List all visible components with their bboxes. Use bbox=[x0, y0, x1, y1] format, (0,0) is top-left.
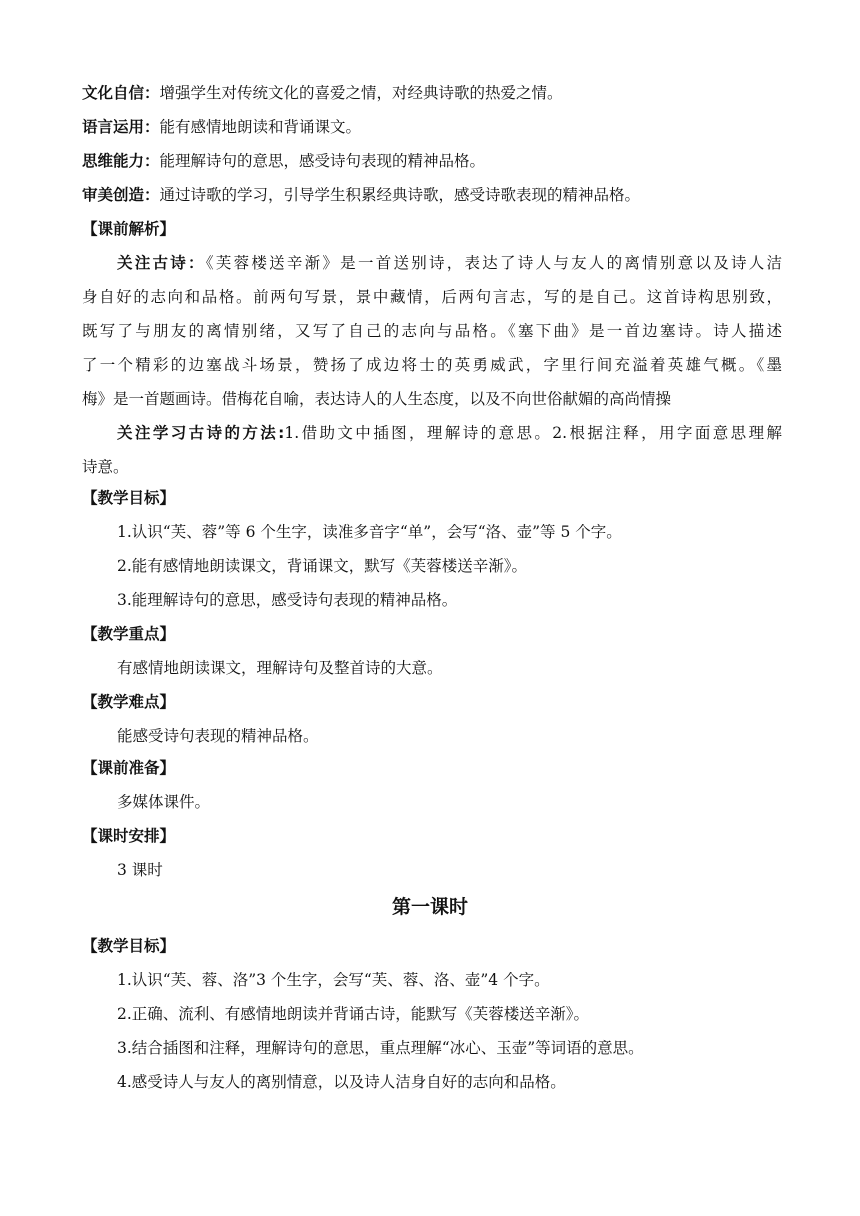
lesson-goal-item: 4.感受诗人与友人的离别情意，以及诗人洁身自好的志向和品格。 bbox=[117, 1073, 566, 1091]
preview-heading: 【课前解析】 bbox=[82, 220, 176, 238]
literacy-culture-label: 文化自信： bbox=[82, 84, 160, 102]
lesson-goals-heading: 【教学目标】 bbox=[82, 937, 176, 955]
literacy-aesthetic bbox=[82, 178, 782, 212]
literacy-thinking bbox=[82, 144, 782, 178]
preparation-text: 多媒体课件。 bbox=[117, 793, 211, 811]
key-points-heading: 【教学重点】 bbox=[82, 625, 176, 643]
literacy-language-label: 语言运用： bbox=[82, 118, 160, 136]
difficulties-heading: 【教学难点】 bbox=[82, 693, 176, 711]
literacy-aesthetic-label: 审美创造： bbox=[82, 186, 160, 204]
goal-item: 1.认识“芙、蓉”等 6 个生字，读准多音字“单”，会写“洛、壶”等 5 个字。 bbox=[117, 523, 622, 541]
difficulties-text: 能感受诗句表现的精神品格。 bbox=[117, 727, 319, 745]
literacy-language-text: 能有感情地朗读和背诵课文。 bbox=[159, 118, 362, 136]
poem-paragraph-line: 梅》是一首题画诗。借梅花自喻，表达诗人的人生态度，以及不向世俗献媚的高尚情操 bbox=[82, 390, 672, 408]
goal-item: 2.能有感情地朗读课文，背诵课文，默写《芙蓉楼送辛渐》。 bbox=[117, 557, 528, 575]
key-points-text: 有感情地朗读课文，理解诗句及整首诗的大意。 bbox=[117, 659, 443, 677]
literacy-aesthetic-text: 通过诗歌的学习，引导学生积累经典诗歌，感受诗歌表现的精神品格。 bbox=[159, 186, 641, 204]
literacy-language bbox=[82, 110, 782, 144]
lesson-goal-item: 1.认识“芙、蓉、洛”3 个生字，会写“芙、蓉、洛、壶”4 个字。 bbox=[117, 971, 550, 989]
goal-item: 3.能理解诗句的意思，感受诗句表现的精神品格。 bbox=[117, 591, 458, 609]
literacy-culture-text: 增强学生对传统文化的喜爱之情，对经典诗歌的热爱之情。 bbox=[159, 84, 563, 102]
schedule-text: 3 课时 bbox=[117, 861, 163, 879]
method-paragraph-line bbox=[117, 416, 782, 450]
literacy-thinking-text: 能理解诗句的意思，感受诗句表现的精神品格。 bbox=[159, 152, 486, 170]
lesson-goal-item: 2.正确、流利、有感情地朗读并背诵古诗，能默写《芙蓉楼送辛渐》。 bbox=[117, 1005, 590, 1023]
literacy-culture bbox=[82, 76, 782, 110]
poem-paragraph-line: 身自好的志向和品格。前两句写景，景中藏情，后两句言志，写的是自己。这首诗构思别致， bbox=[82, 288, 782, 306]
preparation-heading: 【课前准备】 bbox=[82, 759, 176, 777]
poem-label: 关注古诗： bbox=[117, 254, 206, 272]
literacy-thinking-label: 思维能力： bbox=[82, 152, 160, 170]
poem-text: 《芙蓉楼送辛渐》是一首送别诗，表达了诗人与友人的离情别意以及诗人洁 bbox=[205, 254, 782, 272]
poem-paragraph-line bbox=[117, 246, 782, 280]
method-label: 关注学习古诗的方法: bbox=[117, 424, 285, 442]
method-paragraph-line: 诗意。 bbox=[82, 458, 129, 476]
schedule-heading: 【课时安排】 bbox=[82, 827, 176, 845]
poem-paragraph-line: 既写了与朋友的离情别绪，又写了自己的志向与品格。《塞下曲》是一首边塞诗。诗人描述 bbox=[82, 322, 782, 340]
lesson-goal-item: 3.结合插图和注释，理解诗句的意思，重点理解“冰心、玉壶”等词语的意思。 bbox=[117, 1039, 644, 1057]
lesson-title: 第一课时 bbox=[391, 896, 468, 918]
method-text: 1.借助文中插图，理解诗的意思。2.根据注释，用字面意思理解 bbox=[284, 424, 782, 442]
poem-paragraph-line: 了一个精彩的边塞战斗场景，赞扬了成边将士的英勇威武，字里行间充溢着英雄气概。《墨 bbox=[82, 356, 782, 374]
goals-heading: 【教学目标】 bbox=[82, 489, 176, 507]
